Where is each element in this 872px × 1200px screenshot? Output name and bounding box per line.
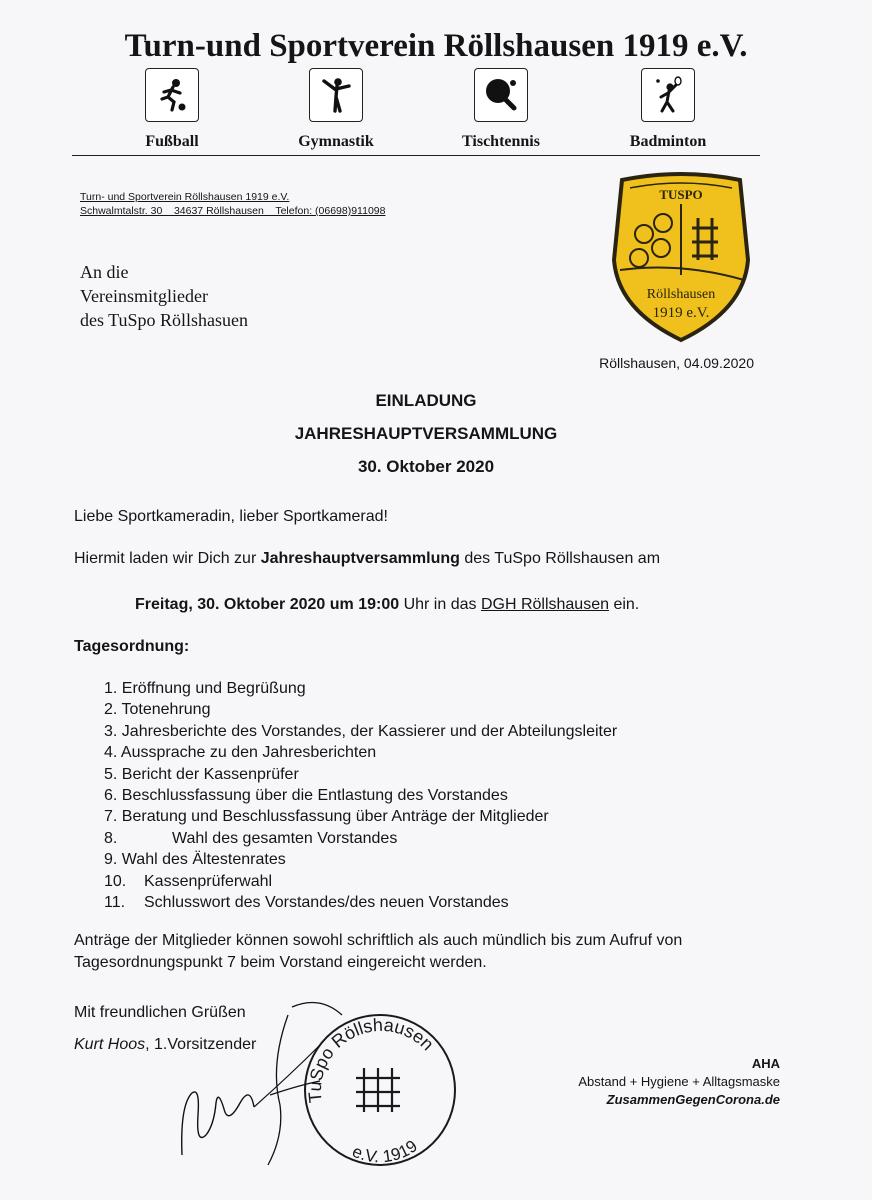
agenda-item: 2. Totenehrung <box>104 701 211 719</box>
agenda-title: Tagesordnung: <box>74 638 190 655</box>
agenda-item: 4. Aussprache zu den Jahresberichten <box>104 744 377 762</box>
meeting-place: DGH Röllshausen <box>480 596 609 613</box>
heading-date: 30. Oktober 2020 <box>357 457 495 476</box>
invite-sentence <box>74 550 660 568</box>
aha-hashtag: ZusammenGegenCorona.de <box>606 1092 780 1107</box>
handwritten-signature <box>170 985 370 1180</box>
greeting: Liebe Sportkameradin, lieber Sportkamerad! <box>74 508 388 525</box>
recipient-line: des TuSpo Röllshasuen <box>80 310 249 330</box>
meeting-time: Freitag, 30. Oktober 2020 um 19:00 <box>135 596 400 613</box>
signer-name: Kurt Hoos <box>74 1036 146 1053</box>
club-crest <box>610 170 752 350</box>
agenda-item: 3. Jahresberichte des Vorstandes, der Kassierer und der Abteilungsleiter <box>104 722 618 740</box>
gymnast-icon <box>309 68 363 122</box>
heading-invitation: EINLADUNG <box>375 391 477 410</box>
invite-text-end: des TuSpo Röllshausen am <box>459 550 661 567</box>
sport-label: Tischtennis <box>462 133 540 150</box>
recipient-block <box>80 260 248 332</box>
aha-line: Abstand + Hygiene + Alltagsmaske <box>578 1074 780 1089</box>
club-title: Turn-und Sportverein Röllshausen 1919 e.V. <box>124 28 748 64</box>
sport-label: Gymnastik <box>298 133 374 150</box>
sport-table-tennis <box>446 68 556 151</box>
sport-gymnastics <box>281 68 391 151</box>
meeting-time-sentence <box>135 596 639 614</box>
sport-label: Fußball <box>145 133 199 150</box>
sport-football <box>117 68 227 151</box>
heading-meeting: JAHRESHAUPTVERSAMMLUNG <box>294 424 558 443</box>
sender-line-1: Turn- und Sportverein Röllshausen 1919 e.V. <box>80 191 290 203</box>
seal-top-text: TuSpo Röllshausen <box>304 1014 438 1104</box>
badminton-player-icon <box>641 68 695 122</box>
agenda-item: 1. Eröffnung und Begrüßung <box>104 680 306 697</box>
header-divider <box>72 155 760 156</box>
closing-regards: Mit freundlichen Grüßen <box>74 1004 246 1021</box>
seal-bottom-text: e.V. 1919 <box>349 1136 421 1167</box>
agenda-list <box>104 678 617 913</box>
agenda-item: 5. Bericht der Kassenprüfer <box>104 765 299 783</box>
note-line-2: Tagesordnungspunkt 7 beim Vorstand eingereicht werden. <box>74 954 487 971</box>
recipient-line: An die <box>80 262 129 282</box>
sender-line-2: Schwalmtalstr. 30 34637 Röllshausen Telefon: (06698)911098 <box>80 205 386 217</box>
soccer-player-icon <box>145 68 199 122</box>
invite-bold: Jahreshauptversammlung <box>260 550 460 567</box>
invite-text: Hiermit laden wir Dich zur <box>74 550 261 567</box>
aha-block <box>578 1055 780 1109</box>
crest-name: Röllshausen <box>646 287 716 302</box>
meeting-time-end: ein. <box>609 596 640 613</box>
meeting-time-mid: Uhr in das <box>399 596 481 613</box>
agenda-item: 11. Schlusswort des Vorstandes/des neuen Vorstandes <box>104 894 509 912</box>
agenda-item: 8. Wahl des gesamten Vorstandes <box>104 829 398 847</box>
agenda-item: 9. Wahl des Ältestenrates <box>104 851 286 869</box>
aha-title: AHA <box>751 1056 780 1071</box>
crest-top-text: TUSPO <box>659 187 703 202</box>
sport-label: Badminton <box>629 133 707 150</box>
agenda-item: 7. Beratung und Beschlussfassung über Anträge der Mitglieder <box>104 808 549 826</box>
crest-year: 1919 e.V. <box>652 305 710 321</box>
recipient-line: Vereinsmitglieder <box>80 286 208 306</box>
agenda-item: 6. Beschlussfassung über die Entlastung des Vorstandes <box>104 787 508 805</box>
agenda-item: 10. Kassenprüferwahl <box>104 872 273 890</box>
signer-role: , 1.Vorsitzender <box>145 1036 257 1053</box>
note-line-1: Anträge der Mitglieder können sowohl schriftlich als auch mündlich bis zum Aufruf von <box>74 932 683 949</box>
letter-date: Röllshausen, 04.09.2020 <box>599 355 754 371</box>
sport-badminton <box>613 68 723 151</box>
table-tennis-paddle-icon <box>474 68 528 122</box>
